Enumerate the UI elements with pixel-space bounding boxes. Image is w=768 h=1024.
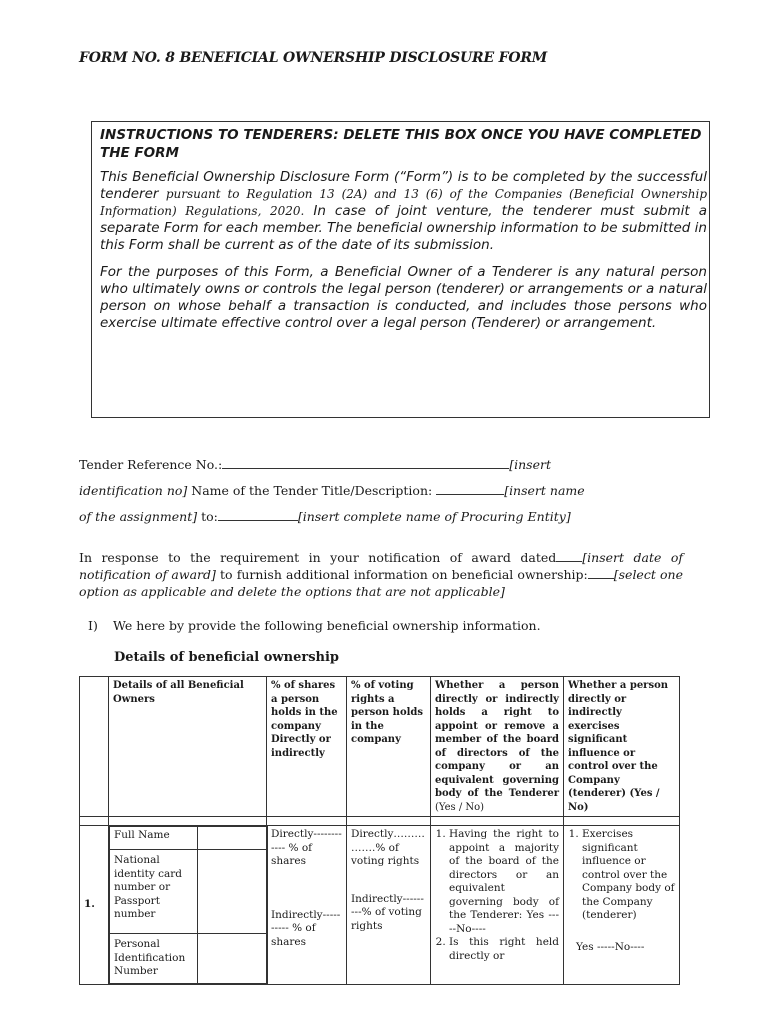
owner-field-row	[110, 850, 268, 934]
form-title: FORM NO. 8 BENEFICIAL OWNERSHIP DISCLOSURE FORM	[79, 50, 548, 66]
insert-hint: [select one option as applicable and delete the options that are not applicable]	[79, 567, 683, 599]
shares-indirect[interactable]: Indirectly---------- % of shares	[271, 908, 341, 948]
instructions-heading: INSTRUCTIONS TO TENDERERS: DELETE THIS BOX ONCE YOU HAVE COMPLETED THE FORM	[100, 127, 702, 161]
header-text: Whether a person directly or indirectly holds a right to appoint or remove a member of the board of directors of the company or an equivalent governing body of the Tenderer	[435, 680, 559, 799]
option-select-field[interactable]	[588, 567, 614, 579]
board-list	[435, 828, 559, 963]
voting-direct[interactable]: Directly……… …….% of voting rights	[351, 828, 425, 867]
table-row	[80, 826, 680, 985]
insert-hint: [insert date of notification of award]	[79, 550, 684, 582]
instructions-paragraph-1	[100, 169, 709, 254]
owner-field-row	[110, 827, 268, 850]
insert-hint: [insert	[509, 457, 551, 472]
table-header-cell: Whether a person directly or indirectly exercises significant influence or control over the Company (tenderer) (Yes / No)	[564, 677, 680, 817]
table-header-cell: Details of all Beneficial Owners	[109, 677, 267, 817]
tender-title-label: Name of the Tender Title/Description:	[187, 483, 437, 498]
tender-title-line	[79, 483, 585, 498]
table-header-cell: % of shares a person holds in the company Directly or indirectly	[267, 677, 347, 817]
table-spacer-cell	[431, 817, 564, 826]
instructions-text: In case of joint venture, the tenderer must submit a separate Form for each member. The beneficial ownership information to be submitted in this Form shall be current as of the date of its submission.	[100, 203, 707, 253]
insert-hint: of the assignment]	[79, 509, 198, 524]
insert-hint: [insert complete name of Procuring Entity]	[297, 509, 571, 524]
pin-label: Personal Identification Number	[110, 934, 198, 984]
tender-reference-field[interactable]	[222, 457, 509, 469]
regulation-reference: pursuant to Regulation 13 (2A) and 13 (6) of the Companies (Beneficial Ownership Information) Regulations, 2020.	[100, 187, 708, 218]
shares-cell	[267, 826, 347, 985]
id-number-field[interactable]	[198, 850, 268, 934]
instructions-box	[91, 121, 710, 418]
tender-title-field[interactable]	[436, 483, 504, 495]
table-spacer-cell	[109, 817, 267, 826]
table-header-cell: % of voting rights a person holds in the company	[347, 677, 431, 817]
instructions-text: This Beneficial Ownership Disclosure Form (“Form”) is to be completed by the successful tenderer	[100, 169, 707, 202]
option-number: I)	[88, 618, 98, 633]
id-number-label: National identity card number or Passport number	[110, 850, 198, 934]
table-spacer-cell	[564, 817, 680, 826]
full-name-field[interactable]	[198, 827, 268, 850]
details-heading: Details of beneficial ownership	[114, 650, 339, 665]
table-spacer-cell	[347, 817, 431, 826]
tender-reference-label: Tender Reference No.:	[79, 457, 223, 472]
award-date-field[interactable]	[556, 550, 582, 562]
shares-direct[interactable]: Directly------------ % of shares	[271, 828, 342, 867]
influence-list	[568, 828, 675, 923]
response-text: In response to the requirement in your notification of award dated	[79, 550, 557, 565]
influence-yes-no[interactable]: Yes -----No----	[576, 940, 645, 953]
option-i	[88, 618, 541, 633]
table-spacer-row	[80, 817, 680, 826]
procuring-entity-field[interactable]	[218, 509, 298, 521]
insert-hint: [insert name	[504, 483, 585, 498]
row-number: 1.	[80, 826, 109, 985]
table-spacer-cell	[267, 817, 347, 826]
board-item[interactable]: 1. Having the right to appoint a majority of the board of the directors or an equivalent governing body of the Tenderer: Yes -----No----	[449, 828, 559, 936]
board-item[interactable]: 2. Is this right held directly or	[449, 936, 559, 963]
table-header-cell	[80, 677, 109, 817]
beneficial-ownership-table	[79, 676, 680, 985]
option-text: We here by provide the following beneficial ownership information.	[113, 618, 541, 633]
procuring-entity-line	[79, 509, 571, 524]
board-cell	[431, 826, 564, 985]
full-name-label: Full Name	[110, 827, 198, 850]
response-paragraph	[79, 549, 683, 600]
to-label: to:	[197, 509, 218, 524]
owner-details-subtable	[109, 826, 268, 984]
influence-cell	[564, 826, 680, 985]
header-yes-no: (Yes / No)	[435, 801, 485, 813]
table-header-cell	[431, 677, 564, 817]
instructions-paragraph-2: For the purposes of this Form, a Beneficial Owner of a Tenderer is any natural person who ultimately owns or controls the legal person (tenderer) or arrangements or a natural person on whose behalf a transaction is conducted, and includes those persons who exercise ultimate effective control over a legal person (Tenderer) or arrangement.	[100, 264, 707, 331]
tender-reference-line	[79, 457, 551, 472]
response-text: to furnish additional information on beneficial ownership:	[215, 567, 588, 582]
voting-indirect[interactable]: Indirectly---------% of voting rights	[351, 892, 424, 932]
pin-field[interactable]	[198, 934, 268, 984]
influence-item: 1. Exercises significant influence or control over the Company body of the Company (tenderer)	[582, 828, 675, 923]
voting-cell	[347, 826, 431, 985]
insert-hint: identification no]	[79, 483, 188, 498]
table-spacer-cell	[80, 817, 109, 826]
owner-details-cell	[109, 826, 267, 985]
owner-field-row	[110, 934, 268, 984]
table-header-row	[80, 677, 680, 817]
